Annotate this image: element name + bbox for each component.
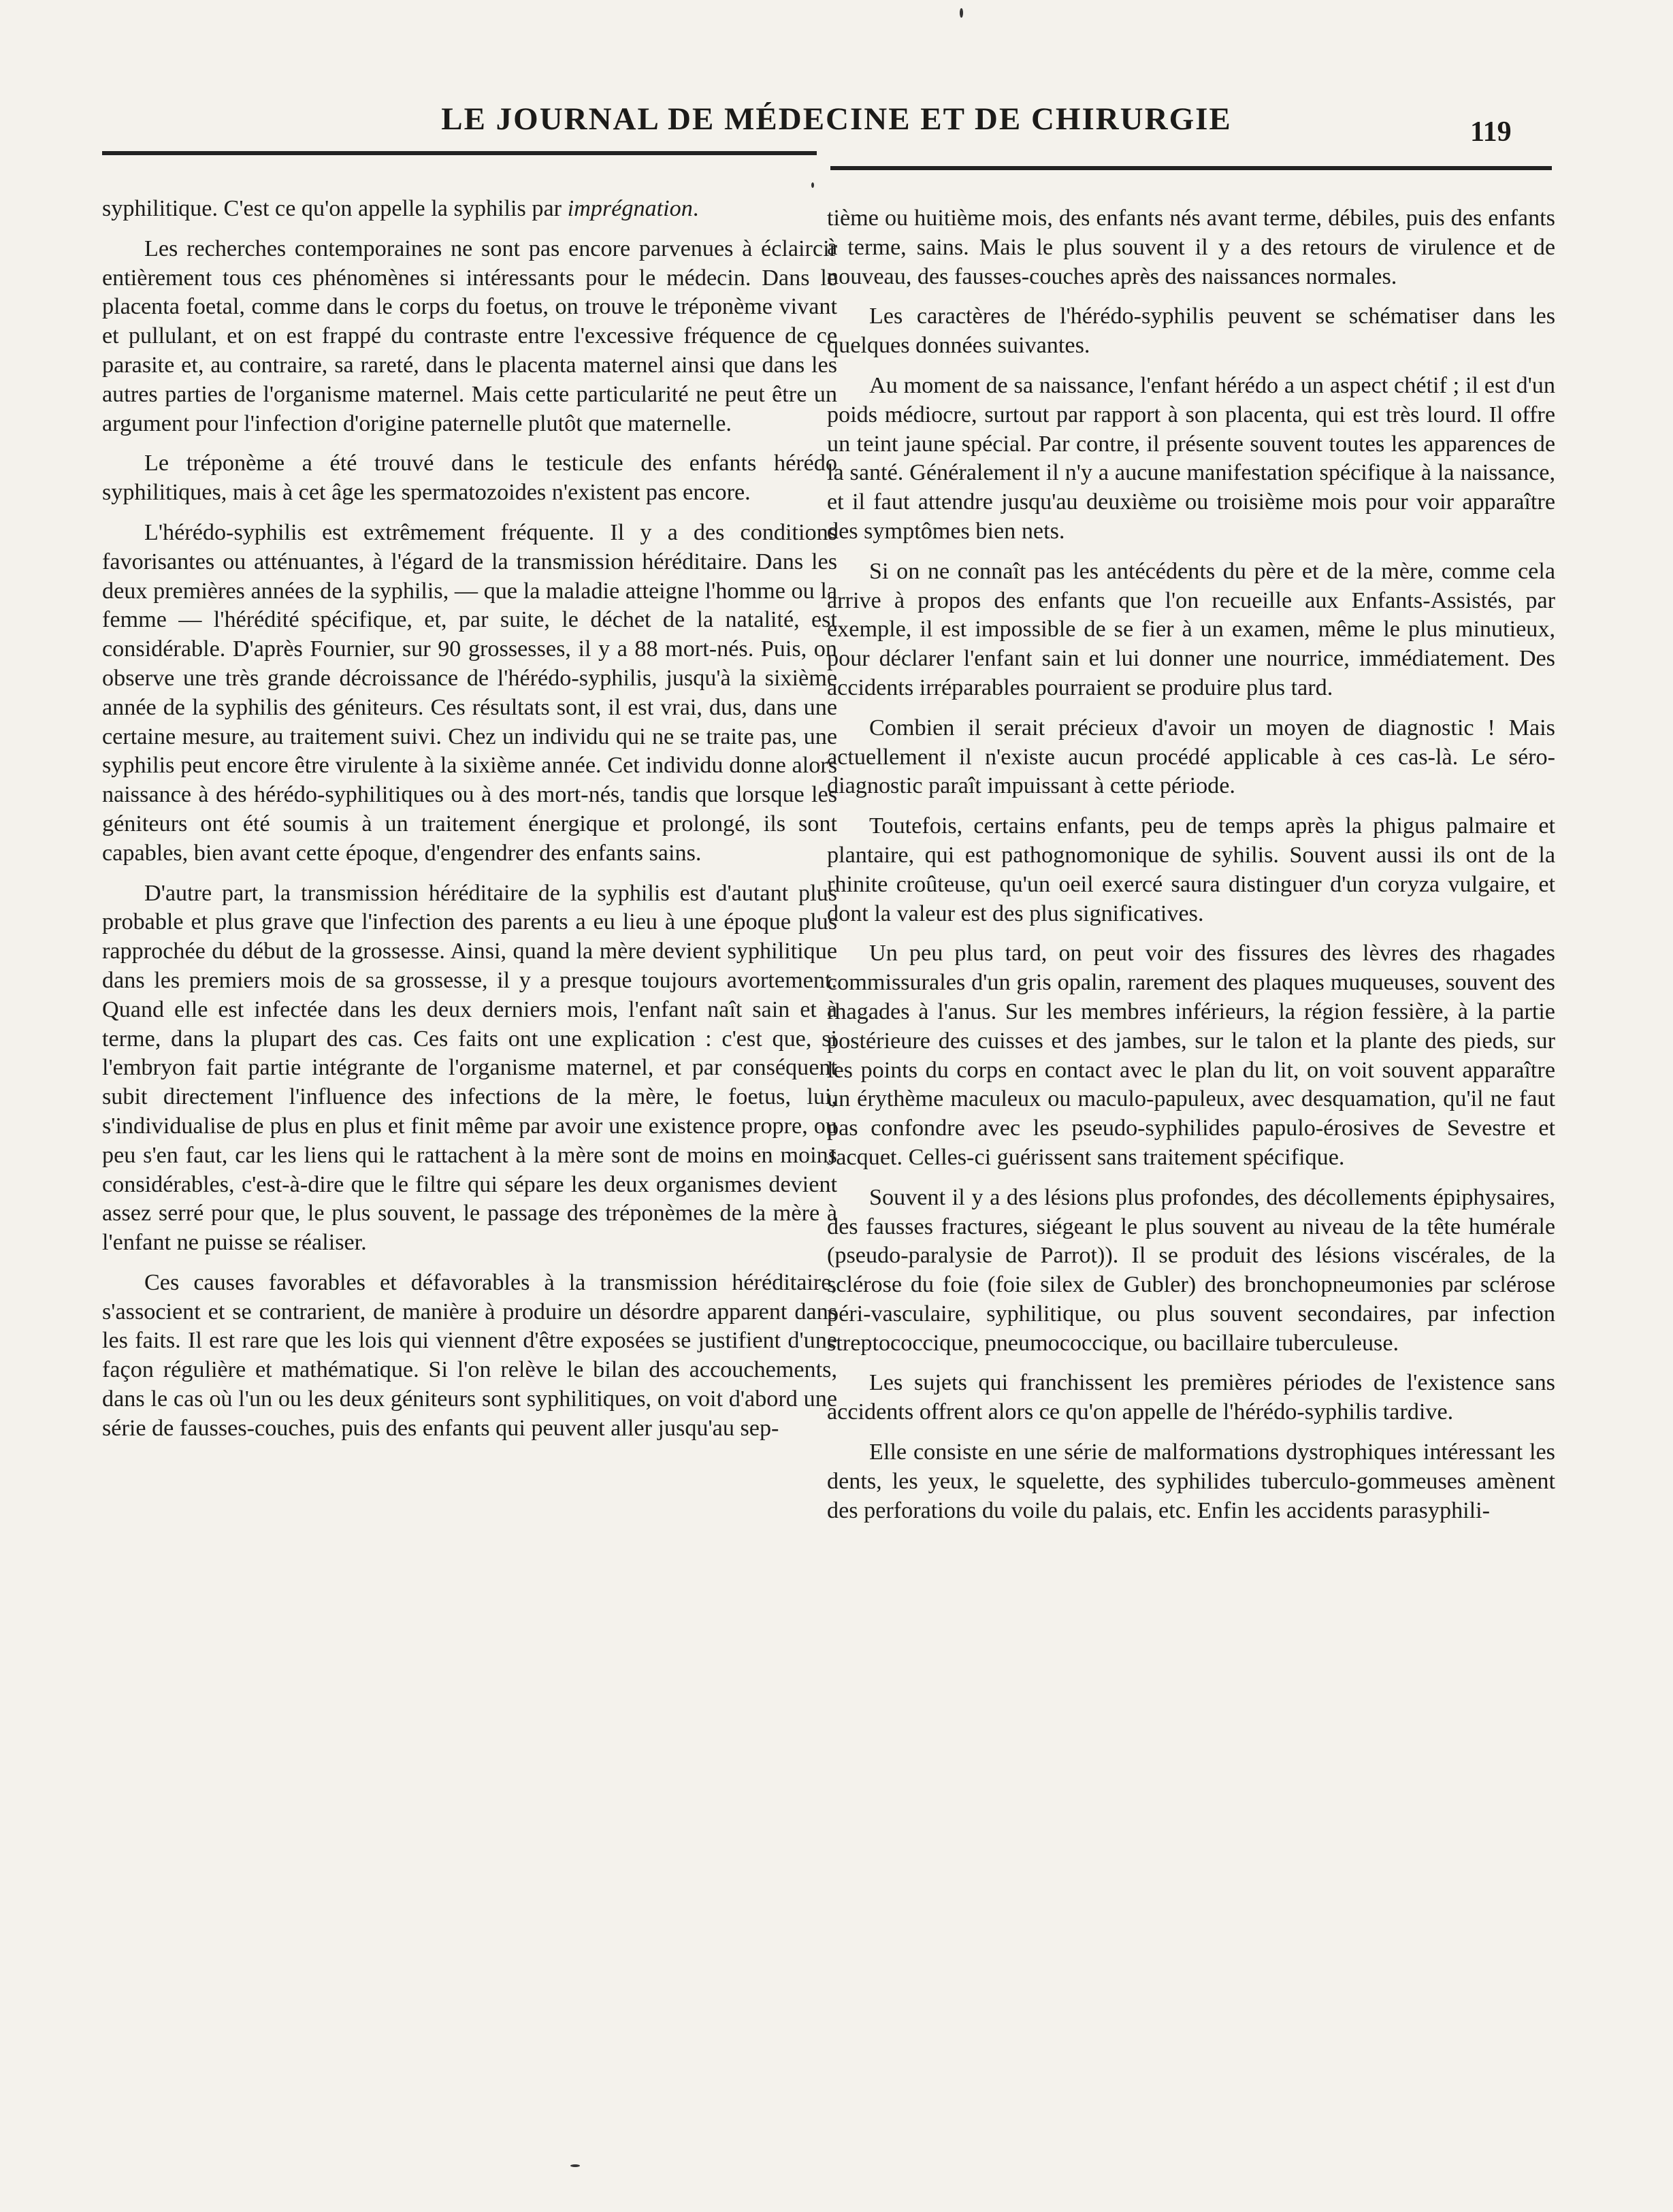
print-speck [811, 182, 814, 188]
paragraph: Les caractères de l'hérédo-syphilis peuvent se schématiser dans les quelques données suivantes. [827, 304, 1555, 359]
paragraph-text: . [692, 196, 699, 221]
right-column [827, 204, 1555, 1536]
paragraph: Combien il serait précieux d'avoir un moyen de diagnostic ! Mais actuellement il n'existe aucun procédé applicable à ces cas-là. Le séro-diagnostic paraît impuissant à cette période. [827, 715, 1555, 799]
paragraph: L'hérédo-syphilis est extrêmement fréquente. Il y a des conditions favorisantes ou atténuantes, à l'égard de la transmission héréditaire. Dans les deux premières années de la syphilis, — que la maladie atteigne l'homme ou la femme — l'hérédité spécifique, et, par suite, le déchet de la natalité, est considérable. D'après Fournier, sur 90 grossesses, il y a 88 mort-nés. Puis, on observe une très grande décroissance de l'hérédo-syphilis, jusqu'à la sixième année de la syphilis des géniteurs. Ces résultats sont, il est vrai, dus, dans une certaine mesure, au traitement suivi. Chez un individu qui ne se traite pas, une syphilis peut encore être virulente à la sixième année. Cet individu donne alors naissance à des hérédo-syphilitiques ou à des mort-nés, tandis que lorsque les géniteurs ont été soumis à un traitement énergique et prolongé, ils sont capables, bien avant cette époque, d'engendrer des enfants sains. [102, 519, 837, 866]
paragraph: Souvent il y a des lésions plus profondes, des décollements épiphysaires, des fausses fractures, siégeant le plus souvent au niveau de la tête humérale (pseudo-paralysie de Parrot)). Il se produit des lésions viscérales, de la sclérose du foie (foie silex de Gubler) des bronchopneumonies par sclérose péri-vasculaire, syphilitique, ou plus souvent secondaires, par infection streptococcique, pneumococcique, ou bacillaire tuberculeuse. [827, 1184, 1555, 1356]
header-rule-left [102, 151, 817, 155]
paragraph: Les recherches contemporaines ne sont pas encore parvenues à éclaircir entièrement tous ces phénomènes si intéressants pour le médecin. Dans le placenta foetal, comme dans le corps du foetus, on trouve le tréponème vivant et pullulant, et on est frappé du contraste entre l'excessive fréquence de ce parasite et, au contraire, sa rareté, dans le placenta maternel ainsi que dans les autres parties de l'organisme maternel. Mais cette particularité ne peut être un argument pour l'infection d'origine paternelle plutôt que maternelle. [102, 235, 837, 436]
page-header [0, 95, 1673, 170]
journal-title: LE JOURNAL DE MÉDECINE ET DE CHIRURGIE [441, 101, 1232, 137]
paragraph: Au moment de sa naissance, l'enfant hérédo a un aspect chétif ; il est d'un poids médiocre, surtout par rapport à son placenta, qui est très lourd. Il offre un teint jaune spécial. Par contre, il présente souvent toutes les apparences de la santé. Généralement il n'y a aucune manifestation spécifique à la naissance, et il faut attendre jusqu'au deuxième ou troisième mois pour voir apparaître des symptômes bien nets. [827, 372, 1555, 544]
paragraph-text: syphilitique. C'est ce qu'on appelle la syphilis par [102, 196, 568, 221]
paragraph: Un peu plus tard, on peut voir des fissures des lèvres des rhagades commissurales d'un gris opalin, rarement des plaques muqueuses, souvent des rhagades à l'anus. Sur les membres inférieurs, la région fessière, à la partie postérieure des cuisses et des jambes, sur le talon et la plante des pieds, sur les points du corps en contact avec le plan du lit, on voit souvent apparaître un érythème maculeux ou maculo-papuleux, avec desquamation, qu'il ne faut pas confondre avec les pseudo-syphilides papulo-érosives de Sevestre et Jacquet. Celles-ci guérissent sans traitement spécifique. [827, 941, 1555, 1170]
paragraph: Le tréponème a été trouvé dans le testicule des enfants hérédo syphilitiques, mais à cet âge les spermatozoides n'existent pas encore. [102, 451, 837, 506]
paragraph [102, 195, 837, 224]
paragraph: tième ou huitième mois, des enfants nés avant terme, débiles, puis des enfants à terme, sains. Mais le plus souvent il y a des retours de virulence et de nouveau, des fausses-couches après des naissances normales. [827, 206, 1555, 289]
paragraph: Elle consiste en une série de malformations dystrophiques intéressant les dents, les yeux, le squelette, des syphilides tuberculo-gommeuses amènent des perforations du voile du palais, etc. Enfin les accidents parasyphili- [827, 1440, 1555, 1523]
paragraph: Toutefois, certains enfants, peu de temps après la phigus palmaire et plantaire, qui est pathognomonique de syhilis. Souvent aussi ils ont de la rhinite croûteuse, qu'un oeil exercé saura distinguer d'un coryza vulgaire, et dont la valeur est des plus significatives. [827, 813, 1555, 926]
print-speck [570, 2164, 580, 2167]
header-rule-right [830, 166, 1552, 170]
print-speck [960, 8, 963, 18]
paragraph: Ces causes favorables et défavorables à la transmission héréditaire, s'associent et se contrarient, de manière à produire un désordre apparent dans les faits. Il est rare que les lois qui viennent d'être exposées se justifient d'une façon régulière et mathématique. Si l'on relève le bilan des accouchements, dans le cas où l'un ou les deux géniteurs sont syphilitiques, on voit d'abord une série de fausses-couches, puis des enfants qui peuvent aller jusqu'au sep- [102, 1269, 837, 1441]
paragraph: Si on ne connaît pas les antécédents du père et de la mère, comme cela arrive à propos des enfants que l'on recueille aux Enfants-Assistés, par exemple, il est impossible de se fier à un examen, même le plus minutieux, pour déclarer l'enfant sain et lui donner une nourrice, immédiatement. Des accidents irréparables pourraient se produire plus tard. [827, 558, 1555, 700]
page-number: 119 [1470, 116, 1512, 148]
paragraph: Les sujets qui franchissent les premières périodes de l'existence sans accidents offrent alors ce qu'on appelle de l'hérédo-syphilis tardive. [827, 1370, 1555, 1425]
paragraph: D'autre part, la transmission héréditaire de la syphilis est d'autant plus probable et plus grave que l'infection des parents a eu lieu à une époque plus rapprochée du début de la grossesse. Ainsi, quand la mère devient syphilitique dans les premiers mois de sa grossesse, il y a presque toujours avortement. Quand elle est infectée dans les deux derniers mois, l'enfant naît sain et à terme, dans la plupart des cas. Ces faits ont une explication : c'est que, si l'embryon fait partie intégrante de l'organisme maternel, et par conséquent subit directement l'influence des infections de la mère, le foetus, lui, s'individualise de plus en plus et finit même par avoir une existence propre, ou peu s'en faut, car les liens qui le rattachent à la mère sont de moins en moins considérables, c'est-à-dire que le filtre qui sépare les deux organismes devient assez serré pour que, le plus souvent, le passage des tréponèmes de la mère à l'enfant ne puisse se réaliser. [102, 880, 837, 1256]
left-column [102, 195, 837, 1454]
italic-term: imprégnation [567, 196, 693, 221]
